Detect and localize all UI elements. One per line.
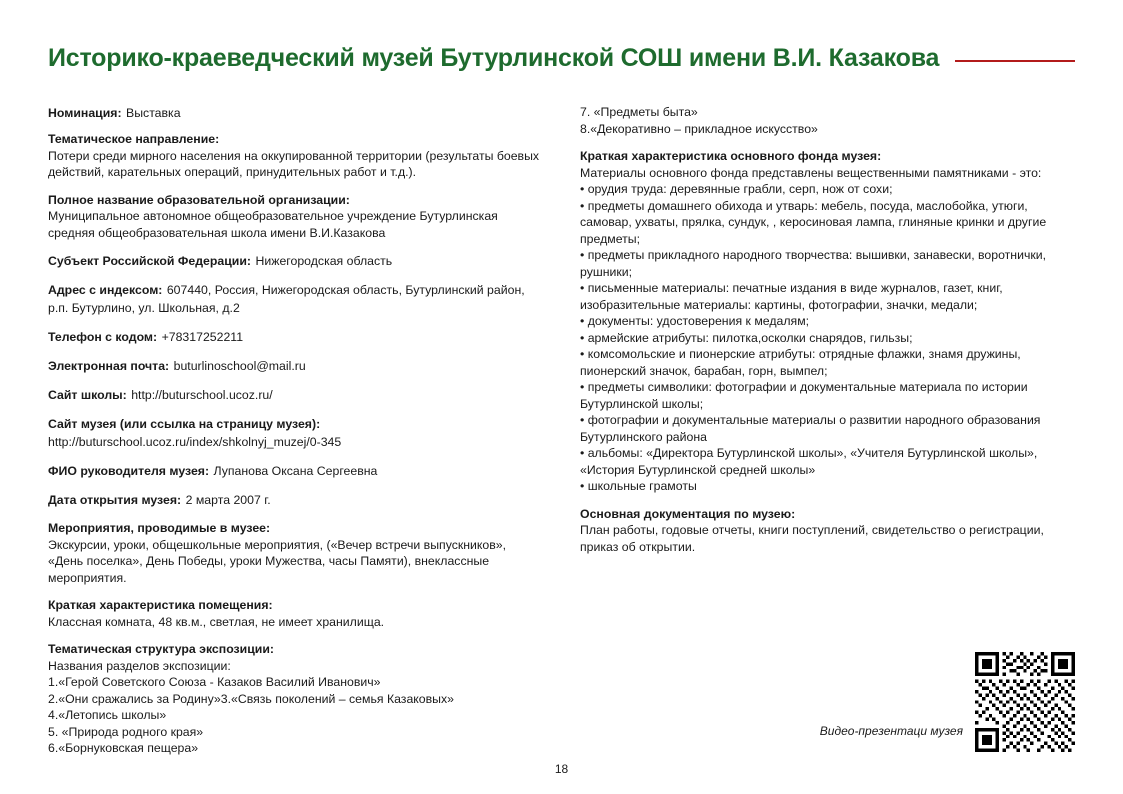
list-item: • письменные материалы: печатные издания в виде журналов, газет, книг, изобразительные материалы: картины, фотографии, значки, медали; [580,281,1003,312]
school-site-label: Сайт школы: [48,388,127,402]
documentation-text: План работы, годовые отчеты, книги поступлений, свидетельство о регистрации, приказ об открытии. [580,523,1044,554]
field-opening-date [48,491,542,509]
thematic-direction-text: Потери среди мирного населения на оккупированной территории (результаты боевых действий, карательных операций, принудительных работ и т.д.). [48,148,540,179]
region-value: Нижегородская область [255,254,393,268]
field-events [48,520,542,586]
exposition-label: Тематическая структура экспозиции: [48,642,274,656]
head-value: Лупанова Оксана Сергеевна [213,464,378,478]
events-text: Экскурсии, уроки, общешкольные мероприятия, («Вечер встречи выпускников», «День поселка», День Победы, уроки Мужества, часы Памяти), внеклассные мероприятия. [48,537,507,585]
museum-site-value[interactable]: http://buturschool.ucoz.ru/index/shkolnyj_muzej/0-345 [48,435,342,449]
page-title: Историко-краеведческий музей Бутурлинской СОШ имени В.И. Казакова [48,44,940,72]
list-item: 1.«Герой Советского Союза - Казаков Василий Иванович» [48,675,381,689]
email-value[interactable]: buturlinoschool@mail.ru [173,359,306,373]
museum-site-label: Сайт музея (или ссылка на страницу музея): [48,417,321,431]
content-columns [48,104,1075,768]
field-museum-site [48,415,542,451]
phone-label: Телефон с кодом: [48,330,158,344]
list-item: • армейские атрибуты: пилотка,осколки снарядов, гильзы; [580,330,913,345]
main-fund-label: Краткая характеристика основного фонда музея: [580,149,882,163]
school-site-value[interactable]: http://buturschool.ucoz.ru/ [131,388,273,402]
list-item: • школьные грамоты [580,479,697,493]
documentation-label: Основная документация по музею: [580,506,796,521]
field-head [48,462,542,480]
field-nomination [48,104,542,122]
premises-text: Классная комната, 48 кв.м., светлая, не имеет хранилища. [48,614,385,629]
main-fund-intro: Материалы основного фонда представлены вещественными памятниками - это: [580,165,1042,180]
page-header [48,44,1075,73]
qr-code-icon[interactable] [975,652,1075,752]
field-exposition [48,641,542,757]
opening-date-value: 2 марта 2007 г. [185,493,271,507]
list-item: • предметы прикладного народного творчества: вышивки, занавески, воротнички, рушники; [580,248,1047,279]
phone-value: +78317252211 [161,330,244,344]
list-item: 5. «Природа родного края» [48,724,204,739]
email-label: Электронная почта: [48,359,170,373]
list-item: 8.«Декоративно – прикладное искусство» [580,121,818,136]
qr-caption: Видео-презентаци музея [819,724,963,738]
head-label: ФИО руководителя музея: [48,464,210,478]
header-rule [955,60,1075,62]
field-phone [48,328,542,346]
field-thematic-direction [48,131,542,181]
premises-label: Краткая характеристика помещения: [48,598,273,612]
nomination-value: Выставка [126,106,181,120]
region-label: Субъект Российской Федерации: [48,254,252,268]
events-label: Мероприятия, проводимые в музее: [48,521,271,535]
list-item: • предметы символики: фотографии и документальные материала по истории Бутурлинской школы; [580,380,1028,411]
address-label: Адрес с индексом: [48,283,163,297]
exposition-list [48,674,542,757]
list-item: • предметы домашнего обихода и утварь: мебель, посуда, маслобойка, утюги, самовар, ухваты, прялка, сундук, , керосиновая лампа, глиняные кринки и другие предметы; [580,198,1047,246]
field-premises [48,597,542,630]
field-documentation [580,506,1074,556]
field-school-site [48,386,542,404]
list-item: 2.«Они сражались за Родину»3.«Связь поколений – семья Казаковых» [48,691,454,706]
list-item: • альбомы: «Директора Бутурлинской школы», «Учителя Бутурлинской школы», «История Бутурлинской средней школы» [580,446,1038,477]
opening-date-label: Дата открытия музея: [48,493,182,507]
field-region [48,252,542,270]
address-value: 607440, Россия, Нижегородская область, Бутурлинский район, р.п. Бутурлино, ул. Школьная, д.2 [48,283,525,315]
list-item: • документы: удостоверения к медалям; [580,314,810,328]
main-fund-list [580,181,1074,495]
thematic-direction-label: Тематическое направление: [48,132,220,146]
list-item: • орудия труда: деревянные грабли, серп, нож от сохи; [580,182,893,196]
field-organization [48,192,542,242]
field-address [48,281,542,317]
list-item: 4.«Летопись школы» [48,708,167,722]
list-item: 6.«Борнуковская пещера» [48,741,199,755]
nomination-label: Номинация: [48,106,122,120]
left-column [48,104,542,768]
organization-text: Муниципальное автономное общеобразовательное учреждение Бутурлинская средняя общеобразовательная школа имени В.И.Казакова [48,209,498,240]
field-main-fund [580,148,1074,495]
list-item: 7. «Предметы быта» [580,105,698,119]
organization-label: Полное название образовательной организации: [48,192,350,207]
field-email [48,357,542,375]
list-item: • фотографии и документальные материалы о развитии народного образования Бутурлинского района [580,413,1041,444]
page-number: 18 [554,762,569,776]
exposition-intro: Названия разделов экспозиции: [48,658,231,673]
exposition-continued [580,104,1074,137]
list-item: • комсомольские и пионерские атрибуты: отрядные флажки, знамя дружины, пионерский значок, барабан, горн, вымпел; [580,347,1021,378]
